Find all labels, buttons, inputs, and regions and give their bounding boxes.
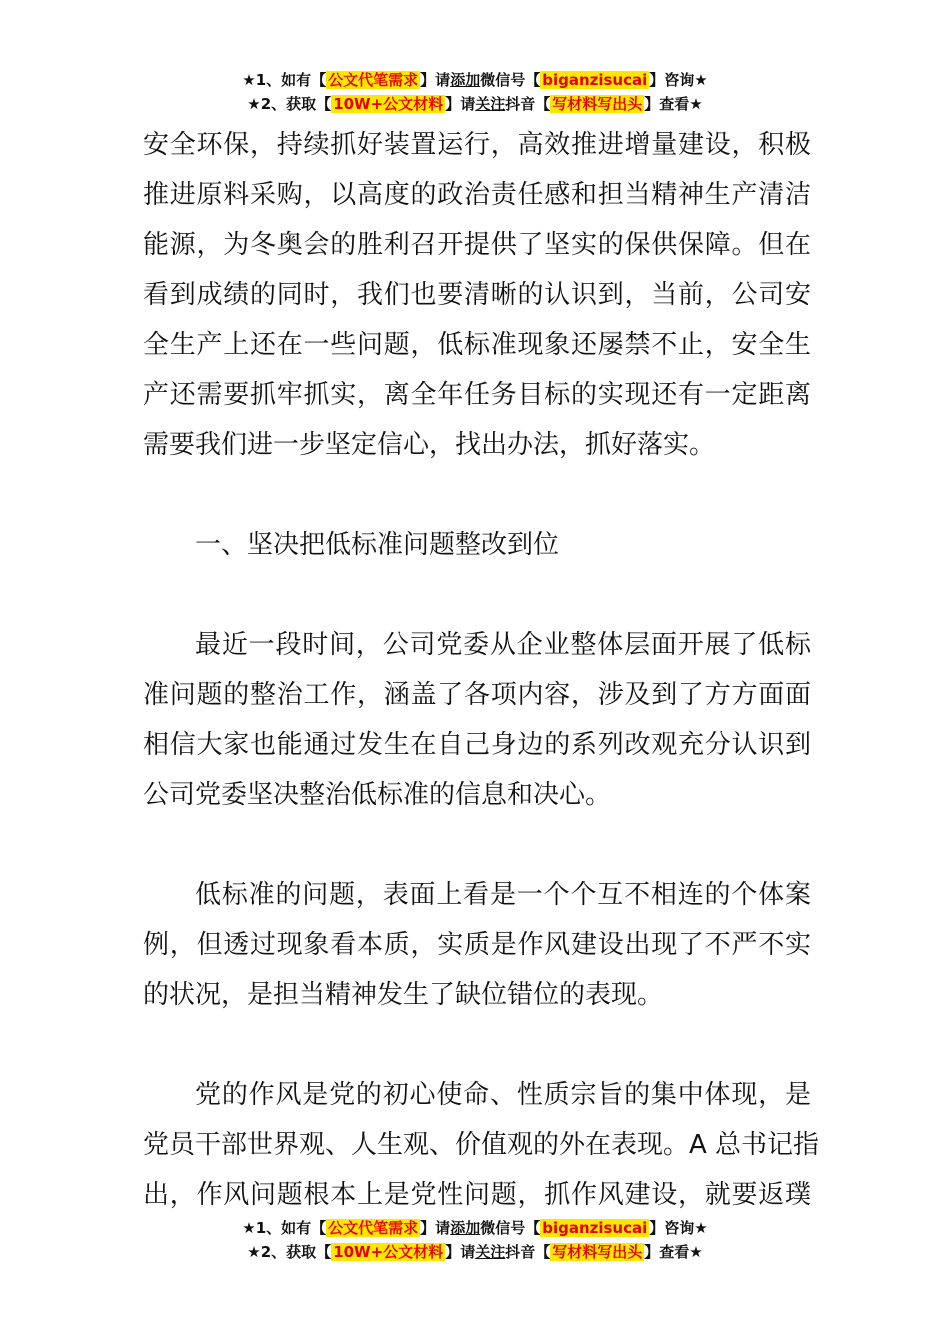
promo-underline: 关注 <box>475 95 506 113</box>
text-line: 低标准的问题，表面上看是一个个互不相连的个体案 <box>195 880 811 910</box>
promo-text: 】请 <box>420 71 451 89</box>
promo-text: 微信号【 <box>480 1219 541 1237</box>
paragraph-4 <box>143 1070 820 1220</box>
text-line: 准问题的整治工作，涵盖了各项内容，涉及到了方方面面 <box>143 680 811 710</box>
promo-line-2 <box>0 92 950 116</box>
promo-text: ★2、获取【 <box>247 95 332 113</box>
promo-highlight: 10W+公文材料 <box>333 95 444 113</box>
promo-text: ★2、获取【 <box>247 1243 332 1261</box>
text-line: 相信大家也能通过发生在自己身边的系列改观充分认识到 <box>143 730 811 760</box>
text-line: 看到成绩的同时，我们也要清晰的认识到，当前，公司安 <box>143 280 811 310</box>
promo-underline: 关注 <box>475 1243 506 1261</box>
promo-line-1 <box>0 68 950 92</box>
promo-text: 抖音【 <box>505 95 551 113</box>
promo-highlight: 公文代笔需求 <box>328 71 419 89</box>
text-line: 出，作风问题根本上是党性问题，抓作风建设，就要返璞 <box>143 1180 811 1210</box>
text-line: 例，但透过现象看本质，实质是作风建设出现了不严不实 <box>143 930 811 960</box>
paragraph-1 <box>143 120 811 470</box>
promo-highlight: 公文代笔需求 <box>328 1219 419 1237</box>
promo-text: ★1、如有【 <box>242 1219 327 1237</box>
text-line: 公司党委坚决整治低标准的信息和决心。 <box>143 780 612 810</box>
promo-underline: 添加 <box>450 1219 481 1237</box>
promo-text: 】咨询★ <box>649 71 708 89</box>
promo-text: 】请 <box>420 1219 451 1237</box>
promo-text: 抖音【 <box>505 1243 551 1261</box>
header-promo-banner <box>0 68 950 116</box>
promo-line-1 <box>0 1216 950 1240</box>
promo-highlight: 10W+公文材料 <box>333 1243 444 1261</box>
text-line: 最近一段时间，公司党委从企业整体层面开展了低标 <box>195 630 811 660</box>
promo-text: 】查看★ <box>644 1243 703 1261</box>
promo-wechat-id: biganzisucai <box>542 1219 648 1237</box>
section-heading: 一、坚决把低标准问题整改到位 <box>195 530 560 560</box>
text-line: 需要我们进一步坚定信心，找出办法，抓好落实。 <box>143 430 716 460</box>
document-body <box>143 120 820 1220</box>
promo-wechat-id: biganzisucai <box>542 71 648 89</box>
paragraph-3 <box>143 870 811 1020</box>
text-line: 党员干部世界观、人生观、价值观的外在表现。A 总书记指 <box>143 1130 820 1160</box>
text-line: 党的作风是党的初心使命、性质宗旨的集中体现，是 <box>195 1080 811 1110</box>
promo-line-2 <box>0 1240 950 1264</box>
promo-douyin-account: 写材料写出头 <box>552 1243 643 1261</box>
promo-douyin-account: 写材料写出头 <box>552 95 643 113</box>
promo-text: 微信号【 <box>480 71 541 89</box>
text-line: 安全环保，持续抓好装置运行，高效推进增量建设，积极 <box>143 130 811 160</box>
promo-text: ★1、如有【 <box>242 71 327 89</box>
text-line: 全生产上还在一些问题，低标准现象还屡禁不止，安全生 <box>143 330 811 360</box>
text-line: 推进原料采购，以高度的政治责任感和担当精神生产清洁 <box>143 180 811 210</box>
paragraph-2 <box>143 620 811 820</box>
text-line: 产还需要抓牢抓实，离全年任务目标的实现还有一定距离 <box>143 380 811 410</box>
promo-text: 】查看★ <box>644 95 703 113</box>
text-line: 的状况，是担当精神发生了缺位错位的表现。 <box>143 980 664 1010</box>
promo-text: 】请 <box>445 95 476 113</box>
promo-underline: 添加 <box>450 71 481 89</box>
promo-text: 】咨询★ <box>649 1219 708 1237</box>
text-line: 能源，为冬奥会的胜利召开提供了坚实的保供保障。但在 <box>143 230 811 260</box>
footer-promo-banner <box>0 1216 950 1264</box>
promo-text: 】请 <box>445 1243 476 1261</box>
